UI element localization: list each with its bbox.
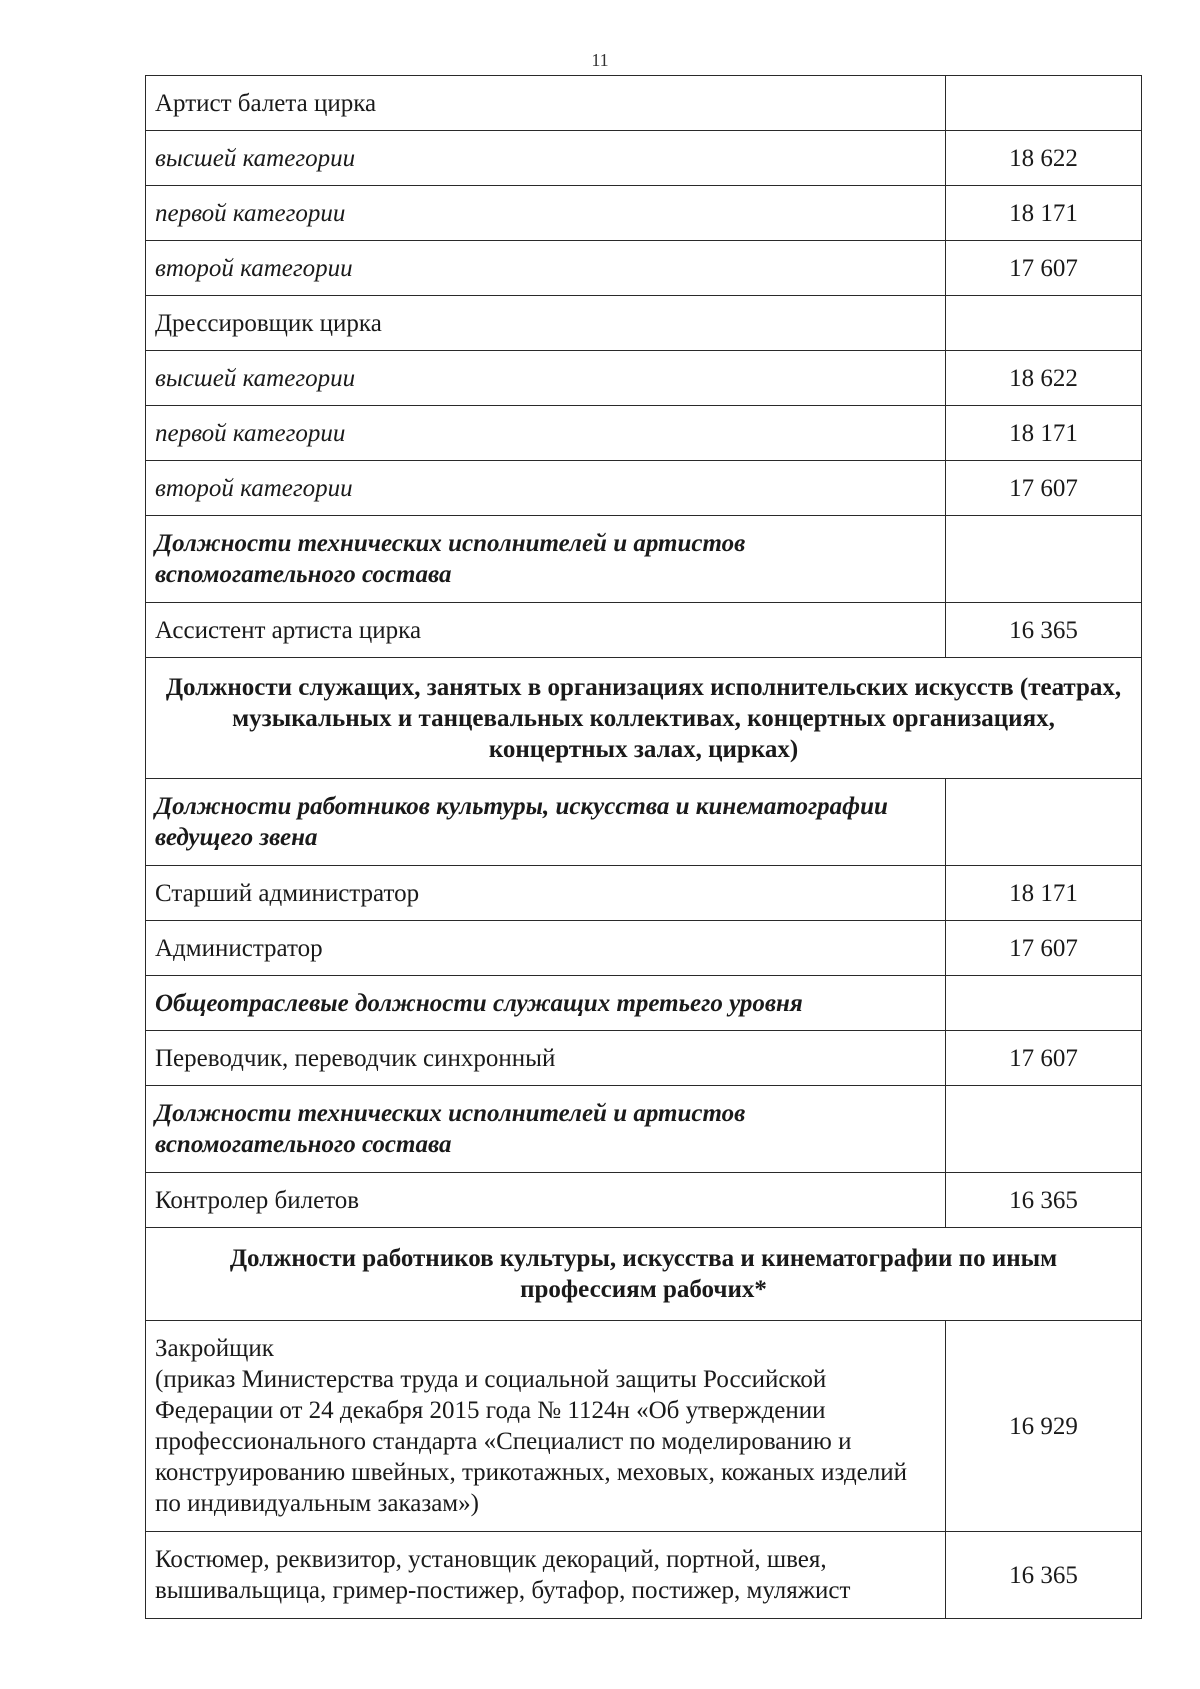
table-row bbox=[146, 76, 1142, 131]
page-number: 11 bbox=[591, 50, 609, 70]
table-row bbox=[146, 921, 1142, 976]
table-row bbox=[146, 516, 1142, 603]
position-name: Контролер билетов bbox=[146, 1173, 946, 1228]
salary-value: 17 607 bbox=[946, 921, 1142, 976]
group-heading: Должности работников культуры, искусства и кинематографии ведущего звена bbox=[146, 779, 946, 866]
salary-value bbox=[946, 296, 1142, 351]
group-heading: Общеотраслевые должности служащих третьего уровня bbox=[146, 976, 946, 1031]
table-row bbox=[146, 241, 1142, 296]
table-row bbox=[146, 1086, 1142, 1173]
table-row bbox=[146, 351, 1142, 406]
salary-value: 18 171 bbox=[946, 406, 1142, 461]
salary-value: 18 171 bbox=[946, 186, 1142, 241]
group-heading: Должности технических исполнителей и артистов вспомогательного состава bbox=[146, 516, 946, 603]
table-row bbox=[146, 1228, 1142, 1321]
salary-value: 17 607 bbox=[946, 461, 1142, 516]
salary-value bbox=[946, 1086, 1142, 1173]
salary-value: 17 607 bbox=[946, 1031, 1142, 1086]
salary-value: 18 622 bbox=[946, 131, 1142, 186]
table-row bbox=[146, 1532, 1142, 1619]
table-row bbox=[146, 658, 1142, 779]
table-row bbox=[146, 866, 1142, 921]
salary-value bbox=[946, 976, 1142, 1031]
group-heading: Должности технических исполнителей и артистов вспомогательного состава bbox=[146, 1086, 946, 1173]
table-row bbox=[146, 603, 1142, 658]
position-name: Костюмер, реквизитор, установщик декораций, портной, швея, вышивальщица, гример-постижер, бутафор, постижер, муляжист bbox=[146, 1532, 946, 1619]
position-cell bbox=[146, 1321, 946, 1532]
section-heading: Должности служащих, занятых в организациях исполнительских искусств (театрах, музыкальных и танцевальных коллективах, концертных организациях, концертных залах, цирках) bbox=[146, 658, 1142, 779]
table-row bbox=[146, 131, 1142, 186]
category-name: второй категории bbox=[146, 241, 946, 296]
section-heading: Должности работников культуры, искусства и кинематографии по иным профессиям рабочих* bbox=[146, 1228, 1142, 1321]
table-row bbox=[146, 1321, 1142, 1532]
position-name: Закройщик bbox=[155, 1335, 274, 1362]
position-name: Администратор bbox=[146, 921, 946, 976]
table-row bbox=[146, 406, 1142, 461]
salary-value: 18 622 bbox=[946, 351, 1142, 406]
category-name: высшей категории bbox=[146, 131, 946, 186]
position-name: Ассистент артиста цирка bbox=[146, 603, 946, 658]
position-name: Дрессировщик цирка bbox=[146, 296, 946, 351]
table-row bbox=[146, 461, 1142, 516]
category-name: высшей категории bbox=[146, 351, 946, 406]
table-row bbox=[146, 779, 1142, 866]
salary-value bbox=[946, 516, 1142, 603]
table-row bbox=[146, 1173, 1142, 1228]
salary-value: 16 365 bbox=[946, 1532, 1142, 1619]
salary-value: 18 171 bbox=[946, 866, 1142, 921]
table-row bbox=[146, 186, 1142, 241]
table-row bbox=[146, 976, 1142, 1031]
position-name: Переводчик, переводчик синхронный bbox=[146, 1031, 946, 1086]
category-name: второй категории bbox=[146, 461, 946, 516]
salary-value: 17 607 bbox=[946, 241, 1142, 296]
category-name: первой категории bbox=[146, 406, 946, 461]
position-note: (приказ Министерства труда и социальной защиты Российской Федерации от 24 декабря 2015 года № 1124н «Об утверждении профессионального стандарта «Специалист по моделированию и конструированию швейных, трикотажных, меховых, кожаных изделий по индивидуальным заказам») bbox=[155, 1366, 908, 1517]
salary-table bbox=[145, 75, 1142, 1619]
salary-value bbox=[946, 779, 1142, 866]
table-row bbox=[146, 296, 1142, 351]
salary-value bbox=[946, 76, 1142, 131]
position-name: Артист балета цирка bbox=[146, 76, 946, 131]
table-row bbox=[146, 1031, 1142, 1086]
category-name: первой категории bbox=[146, 186, 946, 241]
salary-value: 16 929 bbox=[946, 1321, 1142, 1532]
salary-value: 16 365 bbox=[946, 1173, 1142, 1228]
position-name: Старший администратор bbox=[146, 866, 946, 921]
salary-value: 16 365 bbox=[946, 603, 1142, 658]
